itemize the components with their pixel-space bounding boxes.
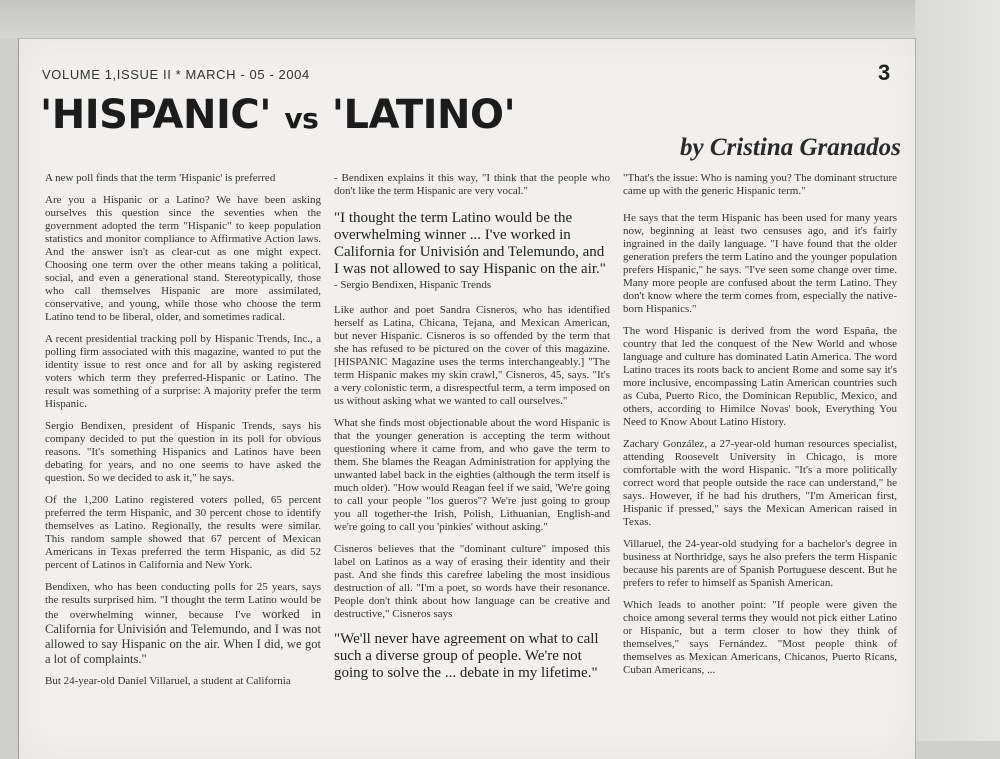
paragraph: But 24-year-old Daniel Villaruel, a student at California <box>45 675 291 687</box>
paragraph: "That's the issue: Who is naming you? The dominant structure came up with the generic Hispanic term." <box>623 172 897 197</box>
paragraph: A recent presidential tracking poll by Hispanic Trends, Inc., a polling firm associated with this magazine, wanted to put the identity issue to rest once and for all by asking registered voters which term they preferred-Hispanic or Latino. The result was something of a surprise: A majority prefer the term Hispanic. <box>45 333 321 410</box>
paragraph: Sergio Bendixen, president of Hispanic Trends, says his company decided to put the question in its poll for obvious reasons. "It's something Hispanics and Latinos have been debating for years, and no one seems to have asked the question. So we decided to ask it," he says. <box>45 420 321 484</box>
subheadline: A new poll finds that the term 'Hispanic' is preferred <box>45 172 276 184</box>
paragraph: Zachary González, a 27-year-old human resources specialist, attending Roosevelt University in Chicago, is more comfortable with the word Hispanic. "It's a more politically correct word that people outside the race can understand," he says. However, if he had his druthers, "I'm American first, Hispanic if pressed," says the Mexican American raised in Texas. <box>623 438 897 528</box>
paragraph: Are you a Hispanic or a Latino? We have been asking ourselves this question since the seventies when the government adopted the term "Hispanic" to keep population statistics and monitor compliance to Affirmative Action laws. And the answer isn't as clear-cut as one might expect. Choosing one term over the other means taking a political, social, and even a generational stand. Stereotypically, those who call themselves Hispanic are more assimilated, conservative, and young, while those who choose the term Latino tend to be liberal, older, and sometimes radical. <box>45 194 321 323</box>
issue-masthead: VOLUME 1,ISSUE II * MARCH - 05 - 2004 <box>42 67 310 82</box>
article-headline <box>40 92 515 138</box>
paragraph: Of the 1,200 Latino registered voters polled, 65 percent preferred the term Hispanic, and 30 percent chose to identify themselves as Latino. Regionally, the results were similar. This random sample showed that 67 percent of Mexican Americans in Texas preferred the term Hispanic, as did 52 percent of Latinos in California and New York. <box>45 494 321 571</box>
headline-right: 'LATINO' <box>331 92 516 138</box>
paragraph-start: Bendixen, who has been conducting polls for 25 years, says the results surprised him. "I thought the term Latino would be the overwhelming winner, because I've <box>45 581 321 621</box>
article-column-1 <box>45 172 321 697</box>
pull-quote-text: "I thought the term Latino would be the overwhelming winner ... I've worked in California for Univisión and Telemundo, and I was not allowed to say Hispanic on the air." <box>334 210 606 277</box>
pull-quote <box>334 210 610 292</box>
paragraph: Like author and poet Sandra Cisneros, who has identified herself as Latina, Chicana, Tejana, and Mexican American, but never Hispanic. Cisneros is so offended by the term that she has refused to be pictured on the cover of this magazine. [HISPANIC Magazine uses the terms interchangeably.] "The term Hispanic makes my skin crawl," Cisneros, 45, says. "It's a very colonistic term, a disrespectful term, a term imposed on us without asking what we wanted to call ourselves." <box>334 304 610 407</box>
article-column-3 <box>623 172 897 686</box>
headline-vs: vs <box>284 102 319 135</box>
scan-background-right <box>915 0 1000 741</box>
paragraph: He says that the term Hispanic has been used for many years now, beginning at least two censuses ago, and it's fairly ingrained in the daily language. "I have found that the older generation prefers the term Latino and the younger population prefers Hispanic," he says. "I've seen some change over time. Many more people are confused about the term Latino. They don't know where the term comes from, especially the native-born Hispanics." <box>623 212 897 315</box>
paragraph: Villaruel, the 24-year-old studying for a bachelor's degree in business at Northridge, says he also prefers the term Hispanic because his parents are of Spanish Portuguese descent. But he prefers to refer to himself as Spanish American. <box>623 538 897 589</box>
paragraph-continued: worked in California for Univisión and Telemundo, and I was not allowed to say Hispanic on the air. When I did, we got a lot of complaints." <box>45 607 321 666</box>
article-column-2 <box>334 172 610 682</box>
headline-left: 'HISPANIC' <box>40 92 271 138</box>
paragraph: - Bendixen explains it this way, "I think that the people who don't like the term Hispanic are very vocal." <box>334 172 610 197</box>
pull-quote-source: - Sergio Bendixen, Hispanic Trends <box>334 279 492 291</box>
scan-background-top <box>0 0 1000 38</box>
paragraph: What she finds most objectionable about the word Hispanic is that the younger generation is accepting the term without questioning where it came from, and who gave the term to them. She blames the Reagan Administration for applying the unwanted label back in the eighties (although the term itself is much older). "How would Reagan feel if we said, 'We're going to call your people "los gueros"? We're just going to group you all together-the Irish, Polish, Lithuanian, English-and we're going to call you 'pinkies' without asking." <box>334 417 610 533</box>
paragraph: Which leads to another point: "If people were given the choice among several terms they would not pick either Latino or Hispanic, but a term closer to how they think of themselves," says Fernández. "Most people think of themselves as Mexican Americans, Chicanos, Puerto Ricans, Cuban Americans, ... <box>623 599 897 676</box>
pull-quote-2: "We'll never have agreement on what to call such a diverse group of people. We're not going to solve the ... debate in my lifetime." <box>334 631 599 681</box>
paragraph: The word Hispanic is derived from the word España, the country that led the conquest of the New World and whose language and culture has dominated Latin America. The word Latino traces its roots back to ancient Rome and some say it's more inclusive, encompassing Latin American countries such as Cuba, Puerto Rico, the Dominican Republic, Mexico, and others, according to Himilce Novas' book, Everything You Need to Know About Latino History. <box>623 325 897 428</box>
author-byline: by Cristina Granados <box>680 134 901 161</box>
paragraph <box>45 581 321 667</box>
page-number: 3 <box>878 60 891 85</box>
paragraph: Cisneros believes that the "dominant culture" imposed this label on Latinos as a way of erasing their identity and their past. And she finds this carefree labeling the most insidious destruction of all. "I'm a poet, so words have their resonance. People don't think about how language can be creative and destructive," Cisneros says <box>334 543 610 620</box>
